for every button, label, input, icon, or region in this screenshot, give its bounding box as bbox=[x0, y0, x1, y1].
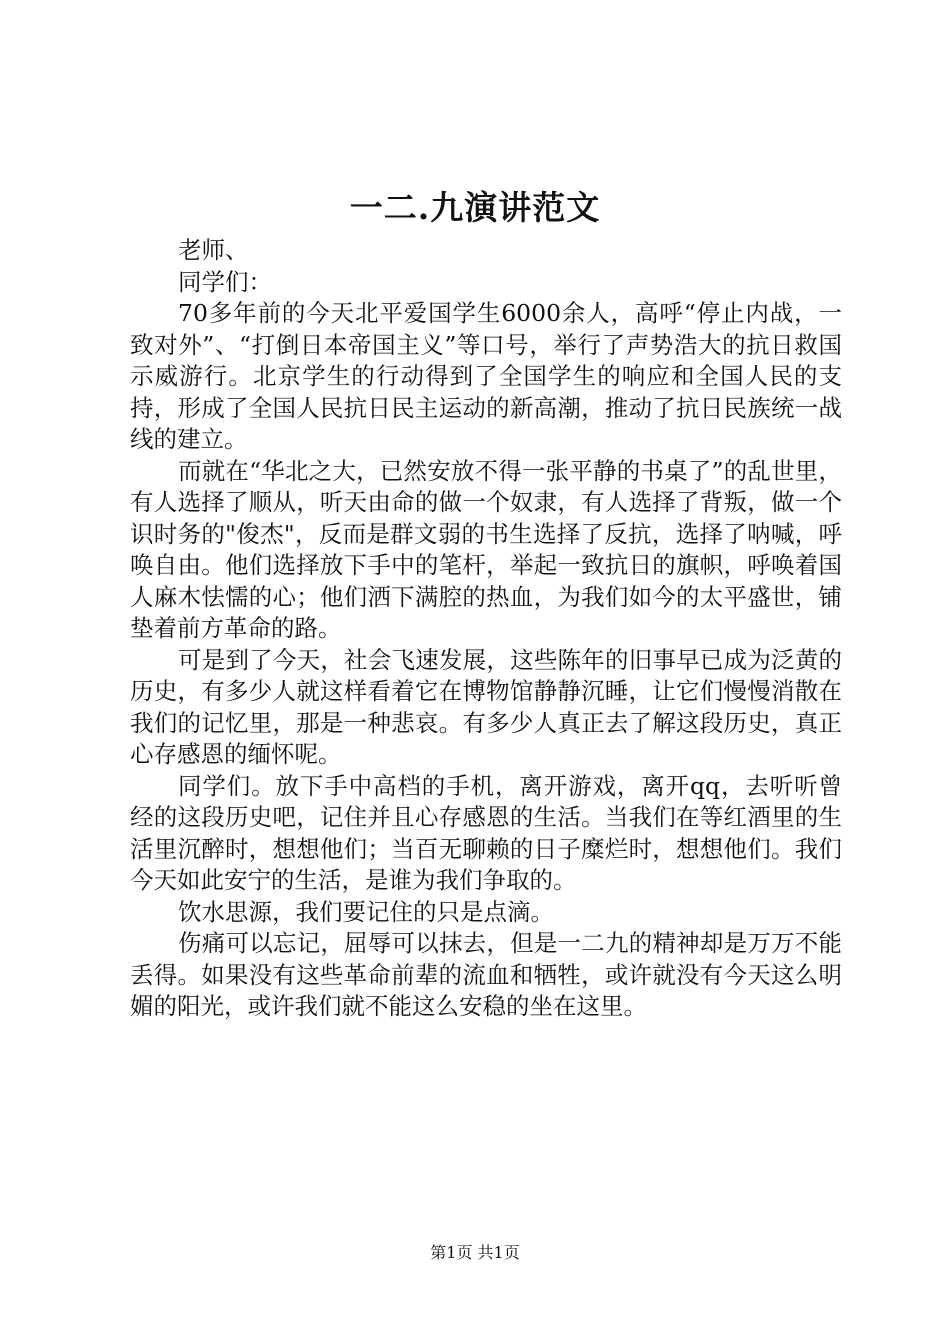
salutation-line: 同学们： bbox=[178, 267, 272, 296]
body-paragraph: 而就在“华北之大，已然安放不得一张平静的书桌了”的乱世里，有人选择了顺从，听天由命的做一个奴隶，有人选择了背叛，做一个识时务的"俊杰"，反而是群文弱的书生选择了反抗，选择了呐喊，呼唤自由。他们选择放下手中的笔杆，举起一致抗日的旗帜，呼唤着国人麻木怯懦的心；他们洒下满腔的热血，为我们如今的太平盛世，铺垫着前方革命的路。 bbox=[130, 456, 842, 642]
body-paragraph: 70多年前的今天北平爱国学生6000余人，高呼“停止内战，一致对外”、“打倒日本帝国主义”等口号，举行了声势浩大的抗日救国示威游行。北京学生的行动得到了全国学生的响应和全国人民的支持，形成了全国人民抗日民主运动的新高潮，推动了抗日民族统一战线的建立。 bbox=[130, 299, 842, 453]
page-number-footer: 第1页 共1页 bbox=[430, 1243, 520, 1262]
body-paragraph: 饮水思源，我们要记住的只是点滴。 bbox=[178, 897, 554, 926]
body-paragraph: 伤痛可以忘记，屈辱可以抹去，但是一二九的精神却是万万不能丢得。如果没有这些革命前辈的流血和牺牲，或许就没有今天这么明媚的阳光，或许我们就不能这么安稳的坐在这里。 bbox=[130, 929, 842, 1020]
salutation-line: 老师、 bbox=[178, 236, 249, 264]
document-body bbox=[130, 235, 842, 1023]
body-paragraph: 同学们。放下手中高档的手机，离开游戏，离开qq，去听听曾经的这段历史吧，记住并且心存感恩的生活。当我们在等红酒里的生活里沉醉时，想想他们；当百无聊赖的日子糜烂时，想想他们。我们今天如此安宁的生活，是谁为我们争取的。 bbox=[130, 771, 842, 894]
body-paragraph: 可是到了今天，社会飞速发展，这些陈年的旧事早已成为泛黄的历史，有多少人就这样看着它在博物馆静静沉睡，让它们慢慢消散在我们的记忆里，那是一种悲哀。有多少人真正去了解这段历史，真正心存感恩的缅怀呢。 bbox=[130, 645, 842, 768]
document-title: 一二.九演讲范文 bbox=[349, 188, 601, 227]
